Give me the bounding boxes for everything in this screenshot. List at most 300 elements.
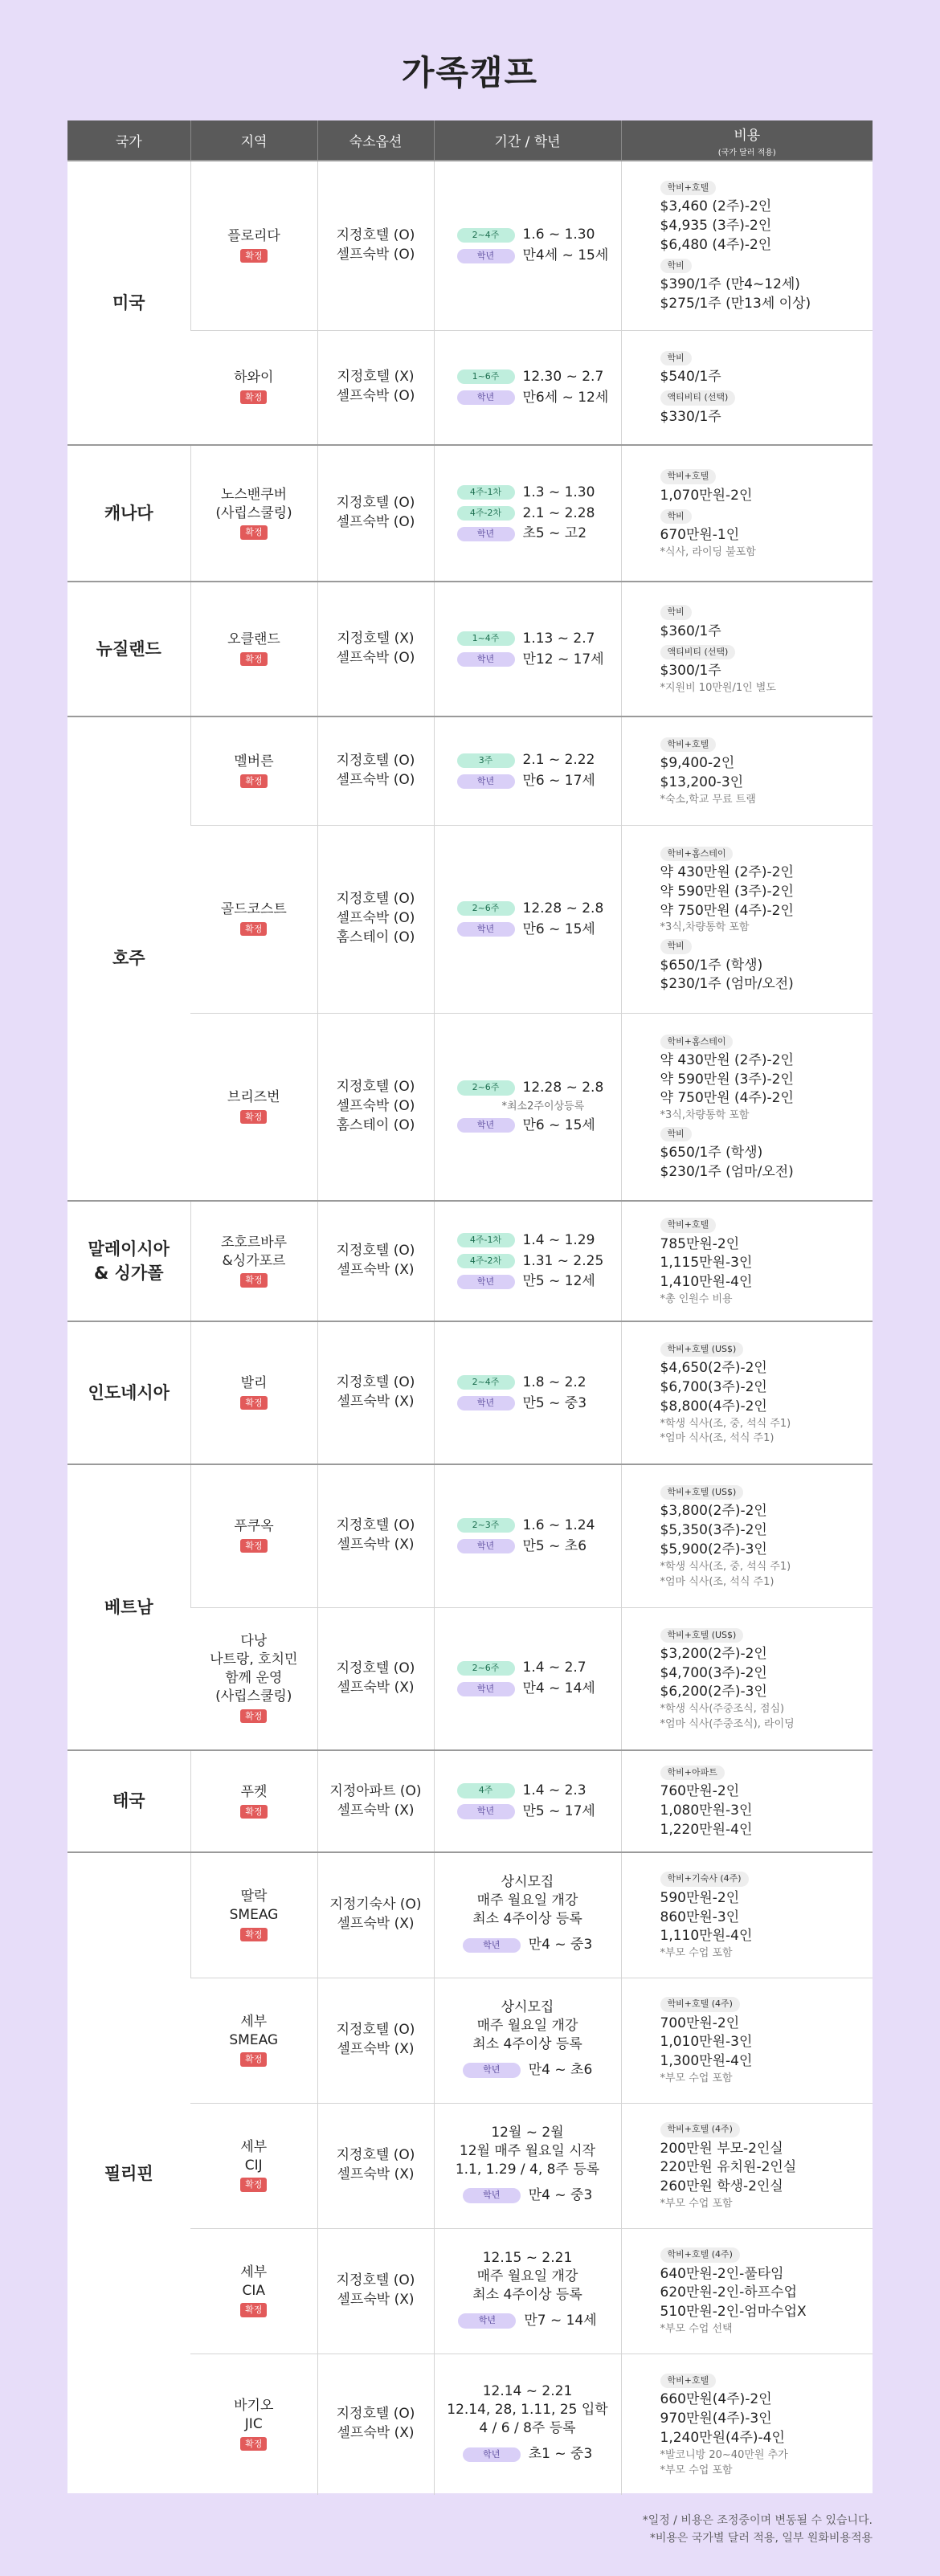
cost-line: $230/1주 (엄마/오전) — [660, 1164, 794, 1181]
table-header-row — [67, 120, 873, 161]
period-row — [457, 1252, 621, 1271]
cost-cell — [621, 1464, 873, 1607]
cost-note: *3식,차량통학 포함 — [660, 1109, 750, 1122]
period-cell — [434, 1321, 621, 1464]
region-name: 세부 — [240, 2013, 268, 2030]
lodging-option: 셀프숙박 (O) — [336, 514, 415, 530]
duration-pill: 2~4주 — [457, 228, 515, 243]
cost-tag: 학비+호텔 (US$) — [660, 1628, 744, 1643]
lodging-cell — [317, 330, 434, 445]
period-row — [457, 1231, 621, 1250]
region-name: (사립스쿨링) — [215, 1688, 292, 1705]
header-cost: 비용 (국가 달러 적용) — [621, 120, 873, 161]
lodging-option: 셀프숙박 (X) — [337, 2292, 415, 2308]
cost-line: $6,480 (4주)-2인 — [660, 236, 772, 253]
period-value: 1.31 ~ 2.25 — [522, 1252, 604, 1269]
lodging-option: 지정호텔 (O) — [336, 1243, 415, 1259]
period-row — [457, 1802, 621, 1821]
cost-line: $275/1주 (만13세 이상) — [660, 295, 811, 312]
period-row — [457, 226, 621, 244]
cost-cell — [621, 445, 873, 582]
duration-pill: 1~4주 — [457, 631, 515, 646]
period-cell — [434, 582, 621, 716]
grade-pill: 학년 — [463, 2447, 521, 2462]
cost-note: *3식,차량통학 포함 — [660, 921, 750, 934]
cost-cell — [621, 2228, 873, 2354]
lodging-option: 셀프숙박 (X) — [337, 1262, 415, 1278]
period-cell — [434, 716, 621, 825]
period-value: 만5 ~ 17세 — [522, 1803, 595, 1819]
region-name: (사립스쿨링) — [215, 504, 292, 521]
period-value: 만6 ~ 15세 — [522, 921, 595, 937]
cost-line: 220만원 유치원-2인실 — [660, 2159, 797, 2176]
header-period: 기간 / 학년 — [434, 120, 621, 161]
cost-line: 785만원-2인 — [660, 1235, 740, 1252]
region-name: SMEAG — [229, 2031, 279, 2048]
region-cell — [190, 445, 317, 582]
cost-note: *부모 수업 포함 — [660, 2464, 733, 2476]
cost-cell — [621, 1978, 873, 2103]
country-cell: 뉴질랜드 — [67, 582, 190, 716]
period-row — [457, 1394, 621, 1413]
lodging-option: 셀프숙박 (X) — [337, 1802, 415, 1819]
period-value: 1.6 ~ 1.30 — [522, 227, 595, 243]
period-value: 1.8 ~ 2.2 — [522, 1374, 586, 1390]
confirmed-badge: 확정 — [240, 1396, 267, 1410]
country-cell: 미국 — [67, 161, 190, 445]
cost-cell — [621, 2103, 873, 2228]
footer-note: *일정 / 비용은 조정중이며 변동될 수 있습니다. — [642, 2514, 873, 2527]
lodging-option: 셀프숙박 (O) — [336, 388, 415, 405]
cost-line: 760만원-2인 — [660, 1783, 740, 1800]
cost-line: $6,700(3주)-2인 — [660, 1378, 767, 1395]
region-name: 노스밴쿠버 — [220, 486, 288, 503]
region-name: 딸락 — [240, 1888, 268, 1904]
lodging-option: 지정호텔 (O) — [336, 2272, 415, 2289]
period-cell — [434, 1013, 621, 1201]
cost-tag: 학비 — [660, 605, 692, 619]
lodging-option: 셀프숙박 (X) — [337, 1537, 415, 1553]
period-cell — [434, 2103, 621, 2228]
lodging-option: 지정호텔 (O) — [336, 752, 415, 769]
cost-line: $6,200(2주)-3인 — [660, 1684, 767, 1700]
period-text: 최소 4주이상 등록 — [472, 2287, 582, 2303]
period-text: 12.15 ~ 2.21 — [482, 2250, 573, 2267]
period-text: 12.14, 28, 1.11, 25 입학 — [447, 2402, 608, 2419]
period-value: 만4 ~ 중3 — [528, 1937, 593, 1953]
cost-tag-wrap — [660, 348, 864, 368]
table-row — [67, 1464, 873, 1607]
period-row — [457, 389, 621, 407]
period-value: 만6 ~ 15세 — [522, 1117, 595, 1133]
cost-tag-wrap — [660, 466, 864, 486]
cost-note: *식사, 라이딩 불포함 — [660, 545, 756, 558]
period-cell — [434, 2228, 621, 2354]
lodging-option: 지정기숙사 (O) — [329, 1896, 422, 1913]
cost-tag-wrap — [660, 255, 864, 276]
lodging-cell — [317, 2354, 434, 2495]
lodging-option: 지정호텔 (O) — [336, 227, 415, 243]
lodging-option: 지정호텔 (O) — [336, 2147, 415, 2164]
period-text: 매주 월요일 개강 — [476, 2018, 578, 2035]
period-row — [457, 504, 621, 523]
cost-line: $9,400-2인 — [660, 755, 735, 772]
grade-pill: 학년 — [457, 527, 515, 541]
period-value: 만5 ~ 중3 — [522, 1394, 587, 1411]
duration-pill: 2~4주 — [457, 1375, 515, 1390]
confirmed-badge: 확정 — [240, 1539, 267, 1553]
cost-tag: 학비+호텔 (US$) — [660, 1485, 744, 1500]
period-text: 4 / 6 / 8주 등록 — [479, 2420, 576, 2437]
cost-tag-wrap — [660, 843, 864, 863]
period-row — [457, 1659, 621, 1677]
period-row — [457, 1117, 621, 1135]
cost-tag: 학비+호텔 — [660, 737, 717, 752]
cost-line: 640만원-2인-풀타임 — [660, 2265, 784, 2282]
period-value: 만6 ~ 17세 — [522, 773, 595, 790]
period-row — [457, 630, 621, 648]
grade-pill: 학년 — [458, 2313, 516, 2328]
region-name: SMEAG — [229, 1906, 279, 1923]
lodging-cell — [317, 1607, 434, 1750]
region-name: 세부 — [240, 2138, 268, 2155]
cost-tag-wrap — [660, 1994, 864, 2014]
duration-pill: 4주-1차 — [457, 485, 515, 500]
lodging-option: 지정호텔 (X) — [337, 631, 415, 647]
duration-pill: 2~6주 — [457, 1080, 515, 1095]
country-cell: 인도네시아 — [67, 1321, 190, 1464]
region-cell — [190, 1464, 317, 1607]
period-value: 만4세 ~ 15세 — [522, 247, 609, 264]
cost-line: $650/1주 (학생) — [660, 1145, 763, 1161]
duration-pill: 2~6주 — [457, 1661, 515, 1676]
cost-cell — [621, 1201, 873, 1321]
lodging-option: 지정호텔 (O) — [336, 1374, 415, 1391]
confirmed-badge: 확정 — [240, 1709, 267, 1723]
cost-tag-wrap — [660, 178, 864, 198]
camp-table-container — [67, 120, 873, 2493]
confirmed-badge: 확정 — [240, 2178, 267, 2191]
period-value: 초1 ~ 중3 — [528, 2446, 593, 2463]
period-value: 2.1 ~ 2.22 — [522, 752, 595, 769]
cost-tag-wrap — [660, 1762, 864, 1782]
lodging-option: 홈스테이 (O) — [336, 929, 415, 945]
period-row — [457, 525, 621, 543]
period-value: 만4 ~ 중3 — [528, 2186, 593, 2203]
cost-note: *학생 식사(주중조식, 점심) — [660, 1703, 785, 1716]
cost-line: $230/1주 (엄마/오전) — [660, 976, 794, 993]
cost-line: 1,070만원-2인 — [660, 487, 753, 504]
grade-pill: 학년 — [457, 1275, 515, 1289]
cost-tag-wrap — [660, 1215, 864, 1235]
cost-tag: 학비+호텔 (US$) — [660, 1342, 744, 1357]
lodging-cell — [317, 2228, 434, 2354]
lodging-option: 지정호텔 (O) — [336, 495, 415, 512]
cost-tag-wrap — [660, 1339, 864, 1359]
region-name: 나트랑, 호치민 — [210, 1651, 298, 1668]
cost-line: 260만원 학생-2인실 — [660, 2178, 783, 2195]
region-name: JIC — [244, 2415, 263, 2432]
period-row — [457, 651, 621, 669]
cost-line: 1,080만원-3인 — [660, 1802, 753, 1819]
period-value: 만5 ~ 12세 — [522, 1273, 595, 1290]
period-text: 상시모집 — [501, 1874, 554, 1891]
period-value: 만5 ~ 초6 — [522, 1537, 587, 1554]
region-name: 함께 운영 — [225, 1670, 283, 1687]
cost-tag: 학비+호텔 (4주) — [660, 2247, 740, 2262]
table-row — [67, 1321, 873, 1464]
lodging-option: 홈스테이 (O) — [336, 1117, 415, 1133]
period-value: 1.4 ~ 1.29 — [522, 1231, 595, 1248]
header-region: 지역 — [190, 120, 317, 161]
cost-tag: 학비 — [660, 509, 692, 524]
confirmed-badge: 확정 — [240, 1110, 267, 1124]
cost-line: 860만원-3인 — [660, 1909, 740, 1925]
cost-tag: 학비+홈스테이 — [660, 1035, 734, 1049]
region-name: 조호르바루 — [220, 1234, 288, 1251]
header-lodging: 숙소옵션 — [317, 120, 434, 161]
cost-cell — [621, 716, 873, 825]
lodging-option: 지정호텔 (O) — [336, 891, 415, 908]
cost-line: 약 750만원 (4주)-2인 — [660, 902, 794, 919]
region-cell — [190, 1852, 317, 1978]
period-row — [435, 2186, 621, 2205]
lodging-option: 셀프숙박 (X) — [337, 2041, 415, 2057]
cost-tag-wrap — [660, 936, 864, 956]
lodging-cell — [317, 1321, 434, 1464]
cost-tag-wrap — [660, 1625, 864, 1645]
cost-note: *지원비 10만원/1인 별도 — [660, 681, 776, 694]
grade-pill: 학년 — [457, 249, 515, 263]
lodging-option: 셀프숙박 (X) — [337, 1679, 415, 1696]
cost-tag-wrap — [660, 2244, 864, 2264]
confirmed-badge: 확정 — [240, 2437, 267, 2451]
region-cell — [190, 1013, 317, 1201]
cost-tag: 학비 — [660, 259, 692, 273]
grade-pill: 학년 — [457, 774, 515, 789]
grade-pill: 학년 — [463, 1938, 521, 1953]
region-cell — [190, 330, 317, 445]
lodging-option: 셀프숙박 (O) — [336, 246, 415, 263]
cost-line: $390/1주 (만4~12세) — [660, 276, 800, 292]
period-value: 1.13 ~ 2.7 — [522, 630, 595, 647]
period-row — [457, 247, 621, 265]
cost-tag: 학비+홈스테이 — [660, 847, 734, 861]
confirmed-badge: 확정 — [240, 1273, 267, 1287]
period-row — [457, 1079, 621, 1097]
period-row — [457, 1517, 621, 1535]
grade-pill: 학년 — [463, 2188, 521, 2202]
cost-line: $4,935 (3주)-2인 — [660, 218, 772, 235]
country-cell: 캐나다 — [67, 445, 190, 582]
cost-note: *발코니방 20~40만원 추가 — [660, 2448, 788, 2461]
cost-line: 약 590만원 (3주)-2인 — [660, 1071, 794, 1088]
region-cell — [190, 1321, 317, 1464]
period-row — [457, 1680, 621, 1698]
period-text: 12월 ~ 2월 — [491, 2125, 564, 2141]
cost-tag-wrap — [660, 2119, 864, 2139]
cost-line: $3,200(2주)-2인 — [660, 1645, 767, 1662]
cost-cell — [621, 1013, 873, 1201]
cost-tag-wrap — [660, 2370, 864, 2390]
cost-line: 약 750만원 (4주)-2인 — [660, 1090, 794, 1107]
lodging-option: 셀프숙박 (O) — [336, 1097, 415, 1114]
period-value: 만6세 ~ 12세 — [522, 389, 609, 406]
region-name: 다낭 — [240, 1633, 268, 1650]
region-name: 브리즈번 — [227, 1088, 280, 1105]
period-text: 1.1, 1.29 / 4, 8주 등록 — [455, 2162, 600, 2178]
region-name: CIJ — [244, 2157, 263, 2174]
lodging-option: 지정호텔 (X) — [337, 369, 415, 386]
duration-pill: 4주-2차 — [457, 506, 515, 521]
period-value: 만12 ~ 17세 — [522, 651, 604, 667]
region-name: 바기오 — [234, 2397, 274, 2414]
confirmed-badge: 확정 — [240, 922, 267, 936]
cost-line: 620만원-2인-하프수업 — [660, 2284, 797, 2301]
lodging-cell — [317, 825, 434, 1013]
cost-tag: 학비+호텔 — [660, 2374, 717, 2388]
cost-note: *부모 수업 포함 — [660, 1947, 733, 1960]
lodging-option: 지정호텔 (O) — [336, 2022, 415, 2039]
region-cell — [190, 1978, 317, 2103]
period-cell — [434, 330, 621, 445]
cost-line: 약 430만원 (2주)-2인 — [660, 864, 794, 881]
header-country: 국가 — [67, 120, 190, 161]
period-value: 1.4 ~ 2.3 — [522, 1782, 586, 1799]
cost-line: $4,650(2주)-2인 — [660, 1360, 767, 1377]
cost-line: $13,200-3인 — [660, 774, 744, 790]
lodging-option: 지정호텔 (O) — [336, 2406, 415, 2423]
cost-cell — [621, 825, 873, 1013]
cost-tag-wrap — [660, 1124, 864, 1144]
cost-line: 1,010만원-3인 — [660, 2034, 753, 2051]
table-row — [67, 716, 873, 825]
region-name: 골드코스트 — [220, 901, 287, 918]
cost-tag: 액티비티 (선택) — [660, 390, 736, 405]
cost-line: 약 430만원 (2주)-2인 — [660, 1051, 794, 1068]
cost-note: *부모 수업 포함 — [660, 2197, 733, 2210]
confirmed-badge: 확정 — [240, 525, 267, 539]
lodging-cell — [317, 2103, 434, 2228]
cost-tag-wrap — [660, 734, 864, 754]
period-row — [435, 2445, 621, 2464]
cost-tag-wrap — [660, 387, 864, 407]
cost-note: *엄마 식사(조, 석식 주1) — [660, 1432, 774, 1445]
cost-line: 1,300만원-4인 — [660, 2053, 753, 2070]
table-row — [67, 1201, 873, 1321]
cost-cell — [621, 582, 873, 716]
cost-line: 1,220만원-4인 — [660, 1822, 753, 1839]
lodging-cell — [317, 1464, 434, 1607]
duration-pill: 4주-2차 — [457, 1254, 515, 1268]
lodging-cell — [317, 445, 434, 582]
grade-pill: 학년 — [457, 1396, 515, 1410]
grade-pill: 학년 — [457, 922, 515, 937]
lodging-option: 셀프숙박 (O) — [336, 650, 415, 666]
region-name: 플로리다 — [227, 227, 280, 244]
confirmed-badge: 확정 — [240, 2052, 267, 2066]
period-value: 12.28 ~ 2.8 — [522, 1080, 604, 1096]
cost-note: *엄마 식사(주중조식), 라이딩 — [660, 1718, 795, 1731]
cost-line: 970만원(4주)-3인 — [660, 2411, 772, 2427]
cost-line: $4,700(3주)-2인 — [660, 1664, 767, 1681]
period-row — [457, 921, 621, 939]
cost-line: $540/1주 — [660, 369, 721, 386]
cost-line: 590만원-2인 — [660, 1889, 740, 1906]
cost-line: $8,800(4주)-2인 — [660, 1398, 767, 1415]
cost-tag-wrap — [660, 506, 864, 526]
cost-line: 510만원-2인-엄마수업X — [660, 2304, 807, 2321]
cost-tag: 학비 — [660, 1127, 692, 1141]
cost-cell — [621, 161, 873, 330]
region-cell — [190, 1750, 317, 1852]
duration-pill: 3주 — [457, 753, 515, 768]
period-text: 매주 월요일 개강 — [476, 1892, 578, 1909]
cost-line: $650/1주 (학생) — [660, 957, 763, 974]
region-cell — [190, 2228, 317, 2354]
cost-note: *숙소,학교 무료 트램 — [660, 793, 756, 806]
region-name: 하와이 — [234, 369, 274, 386]
confirmed-badge: 확정 — [240, 2303, 267, 2317]
cost-tag: 학비+기숙사 (4주) — [660, 1872, 749, 1886]
duration-pill: 4주 — [457, 1783, 515, 1798]
cost-line: $3,460 (2주)-2인 — [660, 198, 772, 215]
region-cell — [190, 582, 317, 716]
cost-tag: 학비+호텔 — [660, 1218, 717, 1232]
region-name: 푸쿠옥 — [234, 1518, 274, 1535]
period-value: 1.3 ~ 1.30 — [522, 484, 595, 500]
lodging-option: 지정호텔 (O) — [336, 1079, 415, 1096]
country-cell: 베트남 — [67, 1464, 190, 1750]
cost-line: 1,240만원(4주)-4인 — [660, 2429, 785, 2446]
period-value: 만4 ~ 14세 — [522, 1680, 595, 1697]
period-row — [435, 1936, 621, 1954]
cost-line: 1,410만원-4인 — [660, 1274, 753, 1291]
period-cell — [434, 1978, 621, 2103]
period-note: *최소2주이상등록 — [501, 1100, 585, 1112]
cost-cell — [621, 2354, 873, 2495]
period-row — [457, 900, 621, 918]
lodging-cell — [317, 1013, 434, 1201]
grade-pill: 학년 — [463, 2063, 521, 2077]
country-cell: 태국 — [67, 1750, 190, 1852]
lodging-option: 셀프숙박 (X) — [337, 2166, 415, 2182]
confirmed-badge: 확정 — [240, 774, 267, 788]
period-value: 2.1 ~ 2.28 — [522, 504, 595, 521]
region-name: 발리 — [240, 1375, 268, 1392]
confirmed-badge: 확정 — [240, 249, 267, 263]
duration-pill: 2~6주 — [457, 901, 515, 916]
lodging-option: 지정호텔 (O) — [336, 1659, 415, 1676]
cost-cell — [621, 1852, 873, 1978]
lodging-option: 지정아파트 (O) — [329, 1782, 422, 1799]
table-row — [67, 1852, 873, 1978]
period-cell — [434, 825, 621, 1013]
cost-tag: 액티비티 (선택) — [660, 645, 736, 659]
region-name: 푸켓 — [240, 1783, 268, 1800]
region-name: CIA — [242, 2282, 265, 2299]
period-value: 1.6 ~ 1.24 — [522, 1517, 595, 1533]
page-title: 가족캠프 — [401, 53, 539, 92]
country-cell: 필리핀 — [67, 1852, 190, 2495]
cost-tag-wrap — [660, 1868, 864, 1888]
period-row — [457, 1782, 621, 1800]
period-text: 매주 월요일 개강 — [476, 2268, 578, 2285]
period-cell — [434, 2354, 621, 2495]
lodging-cell — [317, 161, 434, 330]
cost-note: *학생 식사(조, 중, 석식 주1) — [660, 1417, 791, 1430]
grade-pill: 학년 — [457, 390, 515, 405]
